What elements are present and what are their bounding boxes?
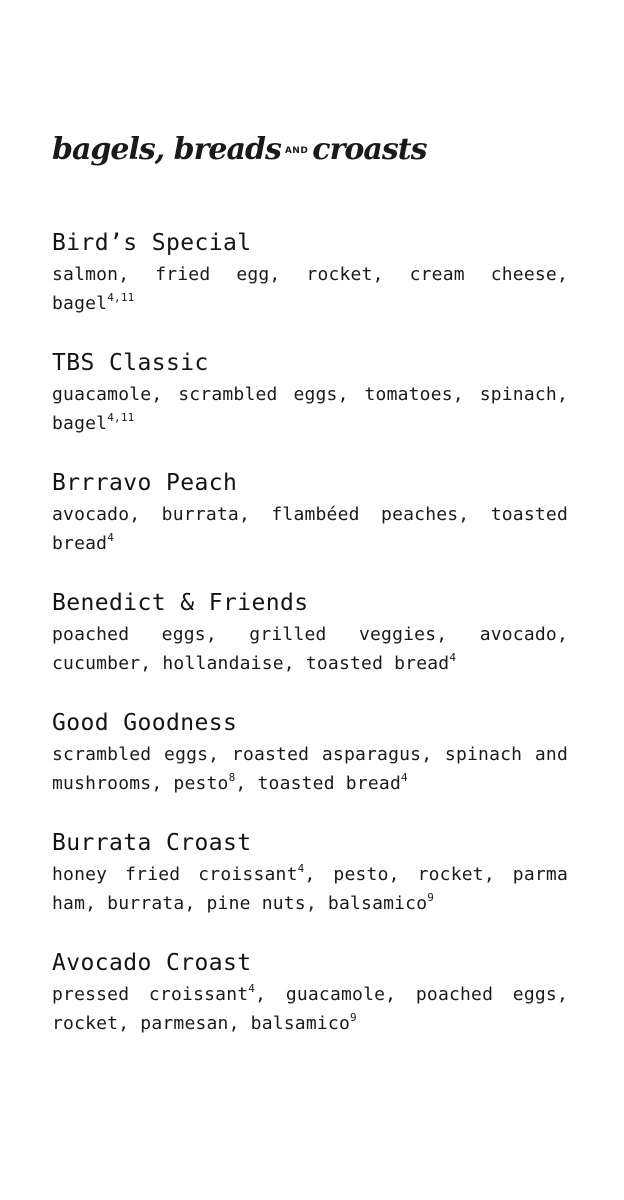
menu-item-name: Bird’s Special <box>52 230 252 256</box>
menu-item-description <box>52 980 568 1038</box>
menu-item-name: Good Goodness <box>52 710 238 736</box>
menu-item-description <box>52 260 568 318</box>
description-text: guacamole, scrambled eggs, tomatoes, spinach, bagel <box>52 384 568 434</box>
menu-item-name: Brrravo Peach <box>52 470 238 496</box>
menu-item <box>52 588 568 678</box>
allergen-footnote: 4 <box>400 771 408 784</box>
menu-item-name: TBS Classic <box>52 350 209 376</box>
description-text: scrambled eggs, roasted asparagus, spinach and mushrooms, pesto <box>52 744 568 794</box>
menu-item-name: Burrata Croast <box>52 830 252 856</box>
description-text: , guacamole, poached eggs, rocket, parmesan, balsamico <box>52 984 568 1034</box>
menu-item <box>52 828 568 918</box>
description-text: honey fried croissant <box>52 864 298 885</box>
menu-item <box>52 348 568 438</box>
allergen-footnote: 4,11 <box>107 411 135 424</box>
menu-item <box>52 468 568 558</box>
allergen-footnote: 4,11 <box>107 291 135 304</box>
menu-item-description <box>52 380 568 438</box>
menu-page <box>52 128 568 1068</box>
menu-item-list <box>52 228 568 1038</box>
menu-item-description <box>52 740 568 798</box>
section-title-and: AND <box>284 146 309 156</box>
menu-item-name: Avocado Croast <box>52 950 252 976</box>
allergen-footnote: 9 <box>427 891 435 904</box>
description-text: salmon, fried egg, rocket, cream cheese, bagel <box>52 264 568 314</box>
description-text: pressed croissant <box>52 984 249 1005</box>
description-text: , pesto, rocket, parma ham, burrata, pine nuts, balsamico <box>52 864 568 914</box>
allergen-footnote: 9 <box>350 1011 357 1024</box>
menu-item-name: Benedict & Friends <box>52 590 309 616</box>
description-text: poached eggs, grilled veggies, avocado, cucumber, hollandaise, toasted bread <box>52 624 568 674</box>
menu-item-description <box>52 500 568 558</box>
menu-item <box>52 708 568 798</box>
allergen-footnote: 4 <box>449 651 457 664</box>
allergen-footnote: 4 <box>297 862 305 875</box>
menu-item-description <box>52 620 568 678</box>
section-title-part1: bagels, breads <box>52 132 281 167</box>
section-title <box>52 128 568 184</box>
description-text: avocado, burrata, flambéed peaches, toasted bread <box>52 504 568 554</box>
menu-item <box>52 228 568 318</box>
description-text: , toasted bread <box>235 773 401 794</box>
allergen-footnote: 4 <box>248 982 256 995</box>
menu-item <box>52 948 568 1038</box>
menu-item-description <box>52 860 568 918</box>
allergen-footnote: 8 <box>228 771 236 784</box>
section-title-part2: croasts <box>312 132 427 167</box>
allergen-footnote: 4 <box>107 531 115 544</box>
